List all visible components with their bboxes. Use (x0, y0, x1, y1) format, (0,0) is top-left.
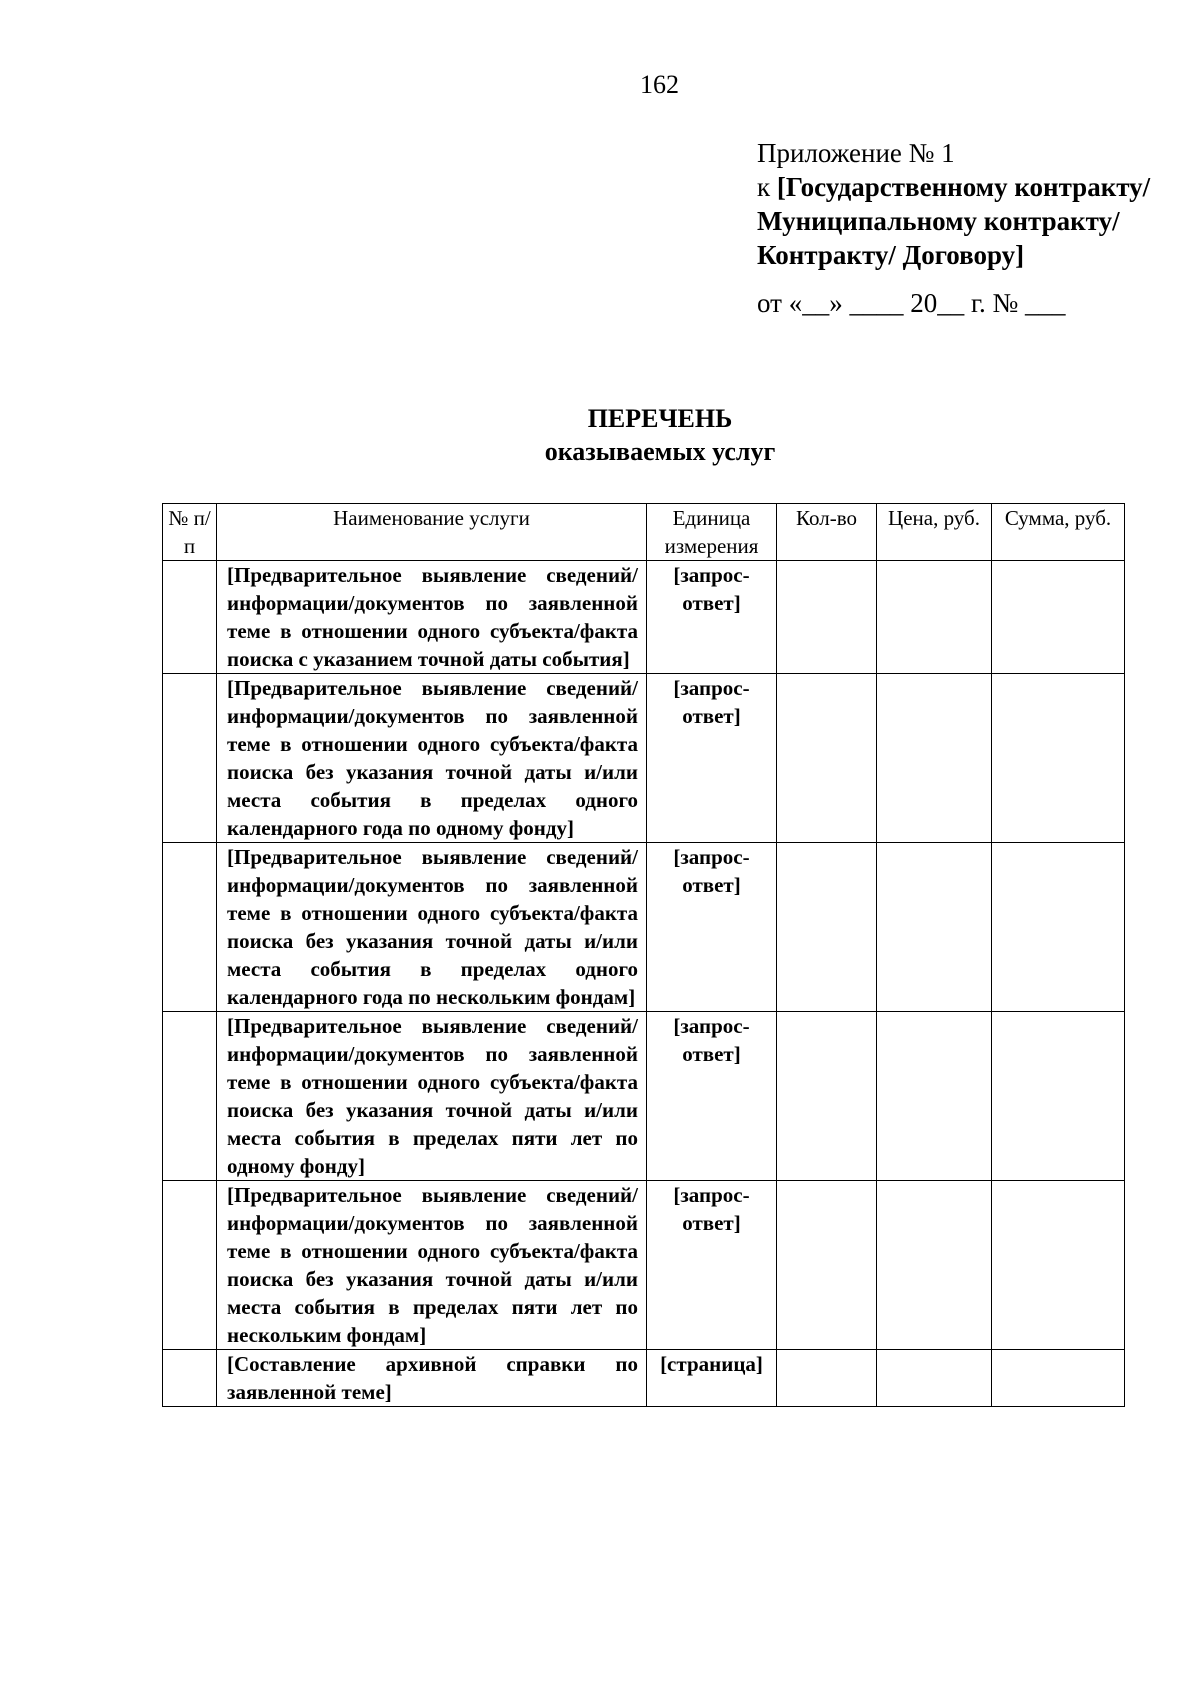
cell-qty (777, 561, 877, 674)
cell-service-name: [Составление архивной справки по заявленной теме] (217, 1350, 647, 1407)
appendix-number: Приложение № 1 (757, 138, 955, 168)
cell-price (877, 561, 992, 674)
table-row (163, 1012, 1125, 1181)
cell-unit: [запрос-ответ] (647, 1181, 777, 1350)
cell-sum (992, 843, 1125, 1012)
header-unit: Единица измерения (647, 504, 777, 561)
cell-sum (992, 561, 1125, 674)
cell-service-name: [Предварительное выявление сведений/информации/документов по заявленной теме в отношении одного субъекта/факта поиска с указанием точной даты события] (217, 561, 647, 674)
cell-price (877, 843, 992, 1012)
page-number: 162 (640, 70, 679, 99)
document-title (0, 402, 1200, 468)
cell-unit: [запрос-ответ] (647, 674, 777, 843)
header-name: Наименование услуги (217, 504, 647, 561)
table-header-row (163, 504, 1125, 561)
cell-num (163, 843, 217, 1012)
cell-sum (992, 1350, 1125, 1407)
cell-price (877, 1181, 992, 1350)
title-sub: оказываемых услуг (544, 437, 776, 466)
cell-unit: [страница] (647, 1350, 777, 1407)
cell-sum (992, 1012, 1125, 1181)
services-table (162, 503, 1125, 1407)
cell-service-name: [Предварительное выявление сведений/информации/документов по заявленной теме в отношении одного субъекта/факта поиска без указания точной даты и/или места события в пределах пяти лет по одному фонду] (217, 1012, 647, 1181)
cell-price (877, 1012, 992, 1181)
header-price: Цена, руб. (877, 504, 992, 561)
appendix-date-line: от «__» ____ 20__ г. № ___ (757, 288, 1066, 318)
cell-service-name: [Предварительное выявление сведений/информации/документов по заявленной теме в отношении одного субъекта/факта поиска без указания точной даты и/или места события в пределах пяти лет по нескольким фондам] (217, 1181, 647, 1350)
cell-unit: [запрос-ответ] (647, 843, 777, 1012)
contract-reference: [Государственному контракту/Муниципальному контракту/Контракту/ Договору] (757, 172, 1151, 270)
header-qty: Кол-во (777, 504, 877, 561)
table-row (163, 561, 1125, 674)
cell-service-name: [Предварительное выявление сведений/информации/документов по заявленной теме в отношении одного субъекта/факта поиска без указания точной даты и/или места события в пределах одного календарного года по нескольким фондам] (217, 843, 647, 1012)
cell-num (163, 674, 217, 843)
cell-qty (777, 674, 877, 843)
cell-unit: [запрос-ответ] (647, 1012, 777, 1181)
cell-price (877, 674, 992, 843)
cell-unit: [запрос-ответ] (647, 561, 777, 674)
header-sum: Сумма, руб. (992, 504, 1125, 561)
appendix-contract-ref (757, 170, 1157, 272)
table-row (163, 674, 1125, 843)
cell-qty (777, 1012, 877, 1181)
cell-num (163, 1181, 217, 1350)
cell-sum (992, 674, 1125, 843)
appendix-header (757, 136, 1157, 320)
cell-service-name: [Предварительное выявление сведений/информации/документов по заявленной теме в отношении одного субъекта/факта поиска без указания точной даты и/или места события в пределах одного календарного года по одному фонду] (217, 674, 647, 843)
cell-num (163, 1350, 217, 1407)
cell-qty (777, 843, 877, 1012)
table-row (163, 1181, 1125, 1350)
table-row (163, 843, 1125, 1012)
cell-num (163, 1012, 217, 1181)
title-main: ПЕРЕЧЕНЬ (587, 404, 733, 433)
cell-qty (777, 1350, 877, 1407)
cell-num (163, 561, 217, 674)
cell-sum (992, 1181, 1125, 1350)
cell-price (877, 1350, 992, 1407)
cell-qty (777, 1181, 877, 1350)
header-num: № п/п (163, 504, 217, 561)
table-row (163, 1350, 1125, 1407)
appendix-to-prefix: к (757, 172, 777, 202)
